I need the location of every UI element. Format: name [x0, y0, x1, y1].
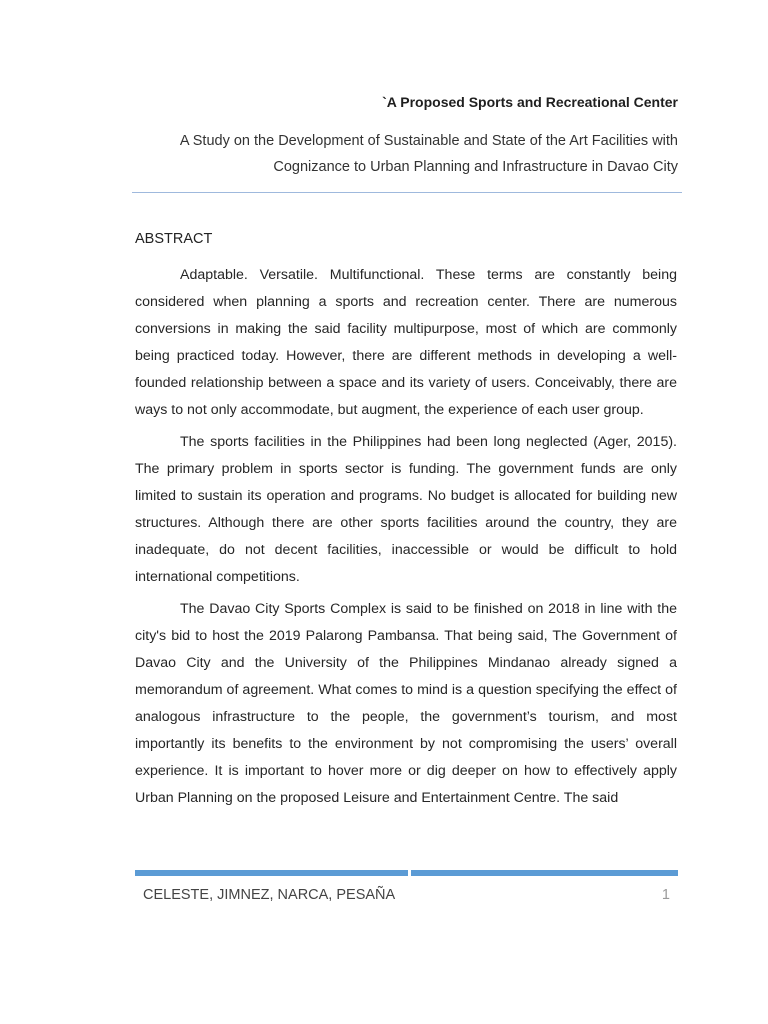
- section-heading: ABSTRACT: [135, 231, 213, 247]
- page-number: 1: [661, 887, 670, 903]
- document-title: `A Proposed Sports and Recreational Center: [382, 94, 678, 110]
- subtitle-line: Cognizance to Urban Planning and Infrastructure in Davao City: [273, 159, 678, 175]
- footer-accent-bar: [135, 870, 408, 876]
- subtitle-line: A Study on the Development of Sustainable and State of the Art Facilities with: [179, 133, 678, 149]
- footer-authors: CELESTE, JIMNEZ, NARCA, PESAÑA: [143, 887, 396, 903]
- abstract-paragraph: Adaptable. Versatile. Multifunctional. These terms are constantly being considered when planning a sports and recreation center. There are numerous conversions in making the said facility multipurpose, most of which are commonly being practiced today. However, there are different methods in developing a well-founded relationship between a space and its variety of users. Conceivably, there are ways to not only accommodate, but augment, the experience of each user group.: [135, 267, 677, 418]
- document-subtitle: [134, 128, 678, 180]
- header-divider: [132, 192, 682, 193]
- abstract-paragraph: The sports facilities in the Philippines had been long neglected (Ager, 2015). The primary problem in sports sector is funding. The government funds are only limited to sustain its operation and programs. No budget is allocated for building new structures. Although there are other sports facilities around the country, they are inadequate, do not decent facilities, inaccessible or would be difficult to hold international competitions.: [135, 434, 677, 585]
- abstract-paragraph: The Davao City Sports Complex is said to be finished on 2018 in line with the city's bid to host the 2019 Palarong Pambansa. That being said, The Government of Davao City and the University of the Philippines Mindanao already signed a memorandum of agreement. What comes to mind is a question specifying the effect of analogous infrastructure to the people, the government’s tourism, and most importantly its benefits to the environment by not compromising the users’ overall experience. It is important to hover more or dig deeper on how to effectively apply Urban Planning on the proposed Leisure and Entertainment Centre. The said: [135, 601, 677, 806]
- footer-accent-bar: [411, 870, 678, 876]
- abstract-body: [135, 262, 677, 817]
